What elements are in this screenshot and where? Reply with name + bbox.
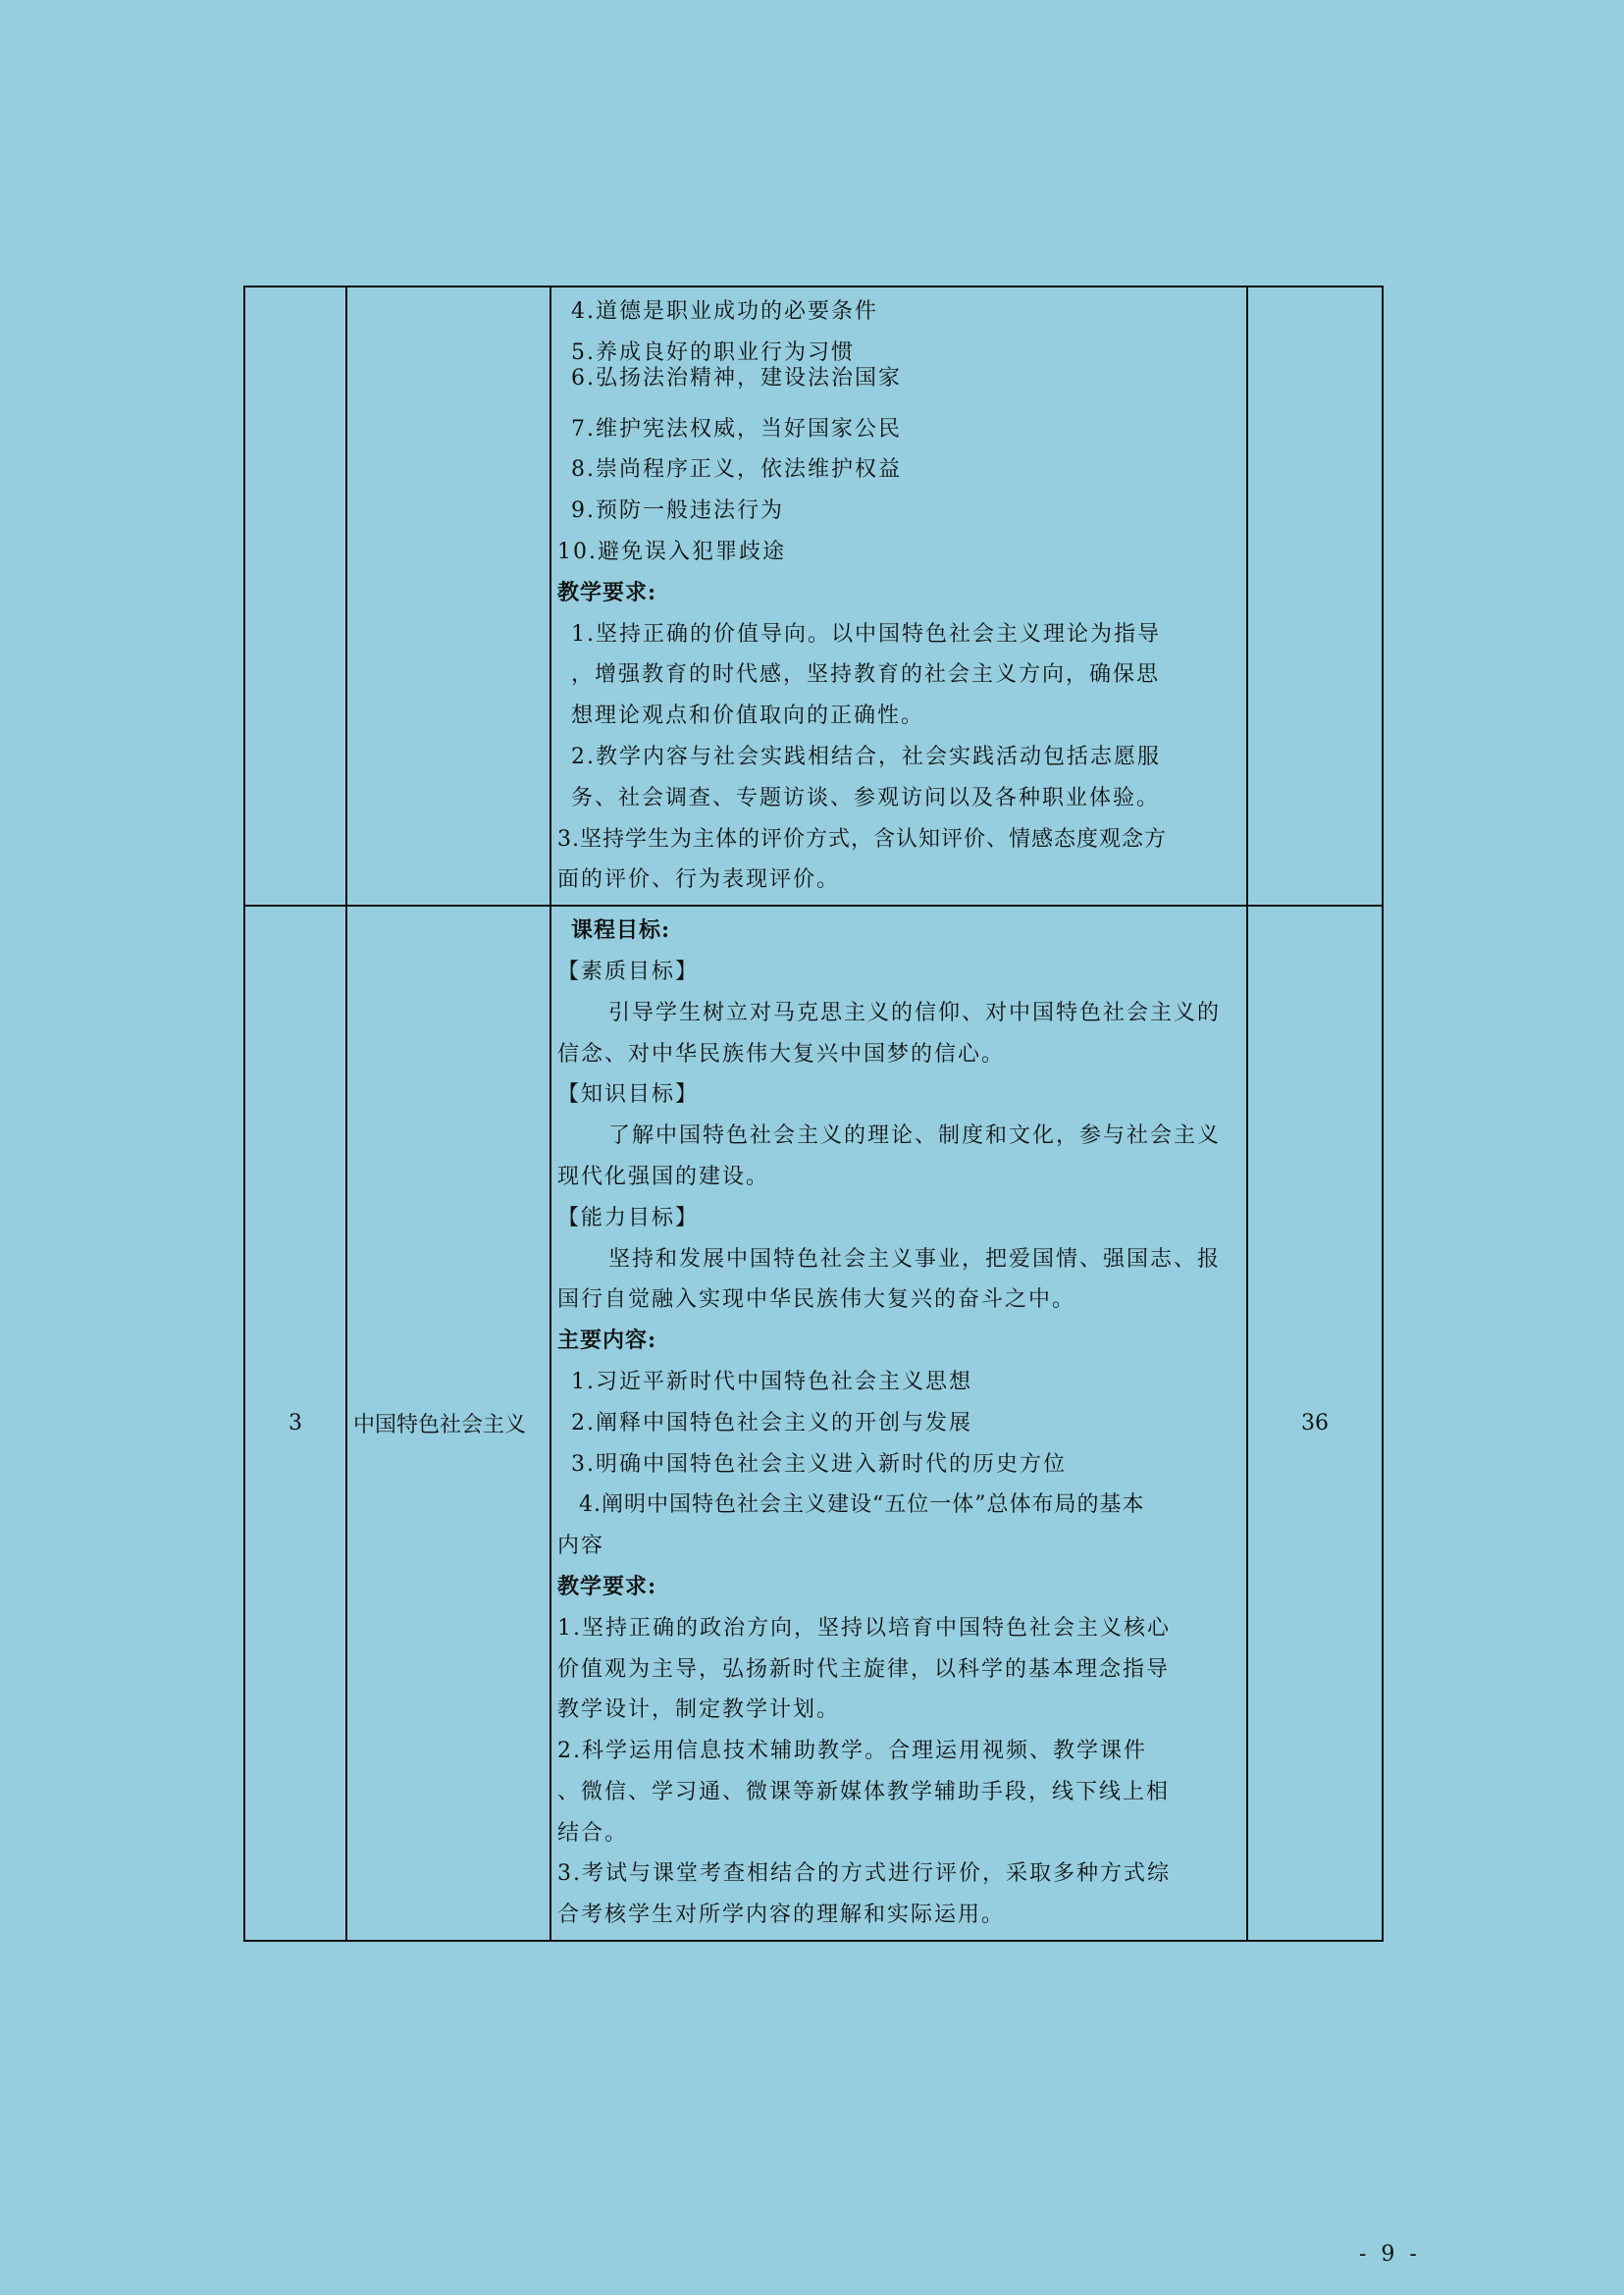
requirement-line: 3.坚持学生为主体的评价方式，含认知评价、情感态度观念方 [557, 826, 1167, 852]
content-item: 9.预防一般违法行为 [571, 498, 784, 524]
requirement-line: 务、社会调查、专题访谈、参观访问以及各种职业体验。 [571, 785, 1161, 810]
requirement-line: 3.考试与课堂考查相结合的方式进行评价，采取多种方式综 [557, 1861, 1171, 1887]
course-content-cell [550, 906, 1247, 1941]
requirement-line: 结合。 [557, 1820, 629, 1846]
course-number-cell [244, 287, 346, 906]
ability-goal-heading: 【能力目标】 [557, 1205, 700, 1230]
course-table [243, 286, 1384, 1942]
page-number: - 9 - [1359, 2242, 1421, 2267]
content-item: 8.崇尚程序正义，依法维护权益 [571, 457, 902, 483]
main-content-heading: 主要内容: [557, 1328, 657, 1354]
requirement-line: 2.科学运用信息技术辅助教学。合理运用视频、教学课件 [557, 1739, 1147, 1764]
course-content-cell [550, 287, 1247, 906]
ability-goal-text: 坚持和发展中国特色社会主义事业，把爱国情、强国志、报国行自觉融入实现中华民族伟大复兴的奋斗之中。 [557, 1246, 1222, 1313]
teaching-requirements-heading: 教学要求: [557, 579, 657, 605]
requirement-line: 1.坚持正确的价值导向。以中国特色社会主义理论为指导 [571, 621, 1161, 647]
table-row [244, 906, 1383, 1941]
requirement-line: 合考核学生对所学内容的理解和实际运用。 [557, 1903, 1006, 1928]
content-item: 10.避免误入犯罪歧途 [557, 539, 786, 564]
knowledge-goal-heading: 【知识目标】 [557, 1082, 700, 1108]
course-hours-cell: 36 [1247, 906, 1383, 1941]
knowledge-goal-text: 了解中国特色社会主义的理论、制度和文化，参与社会主义现代化强国的建设。 [557, 1123, 1222, 1189]
course-goals-heading: 课程目标: [571, 917, 671, 944]
requirement-line: 教学设计，制定教学计划。 [557, 1697, 841, 1723]
content-item: 5.养成良好的职业行为习惯 [571, 339, 855, 365]
requirement-line: 1.坚持正确的政治方向，坚持以培育中国特色社会主义核心 [557, 1615, 1171, 1641]
main-content-item: 1.习近平新时代中国特色社会主义思想 [571, 1369, 972, 1394]
content-item: 4.道德是职业成功的必要条件 [571, 299, 878, 324]
teaching-requirements-heading: 教学要求: [557, 1573, 657, 1599]
course-name-cell [346, 287, 550, 906]
main-content-item: 4.阐明中国特色社会主义建设“五位一体”总体布局的基本 [579, 1492, 1145, 1518]
requirement-line: 面的评价、行为表现评价。 [557, 867, 841, 893]
requirement-line: 价值观为主导，弘扬新时代主旋律，以科学的基本理念指导 [557, 1656, 1171, 1682]
table-row [244, 287, 1383, 906]
course-number-cell: 3 [244, 906, 346, 1941]
requirement-line: 、微信、学习通、微课等新媒体教学辅助手段，线下线上相 [557, 1779, 1171, 1804]
content-item: 6.弘扬法治精神，建设法治国家 [571, 365, 902, 391]
requirement-line: ，增强教育的时代感，坚持教育的社会主义方向，确保思 [571, 662, 1161, 688]
course-name-cell: 中国特色社会主义 [346, 906, 550, 1941]
content-item: 7.维护宪法权威，当好国家公民 [571, 416, 902, 442]
requirement-line: 2.教学内容与社会实践相结合，社会实践活动包括志愿服 [571, 744, 1161, 769]
quality-goal-heading: 【素质目标】 [557, 959, 700, 984]
quality-goal-text: 引导学生树立对马克思主义的信仰、对中国特色社会主义的信念、对中华民族伟大复兴中国梦的信心。 [557, 1000, 1222, 1067]
main-content-item: 内容 [557, 1534, 605, 1559]
course-hours-cell [1247, 287, 1383, 906]
requirement-line: 想理论观点和价值取向的正确性。 [571, 704, 925, 729]
main-content-item: 3.明确中国特色社会主义进入新时代的历史方位 [571, 1451, 1067, 1477]
main-content-item: 2.阐释中国特色社会主义的开创与发展 [571, 1410, 972, 1435]
